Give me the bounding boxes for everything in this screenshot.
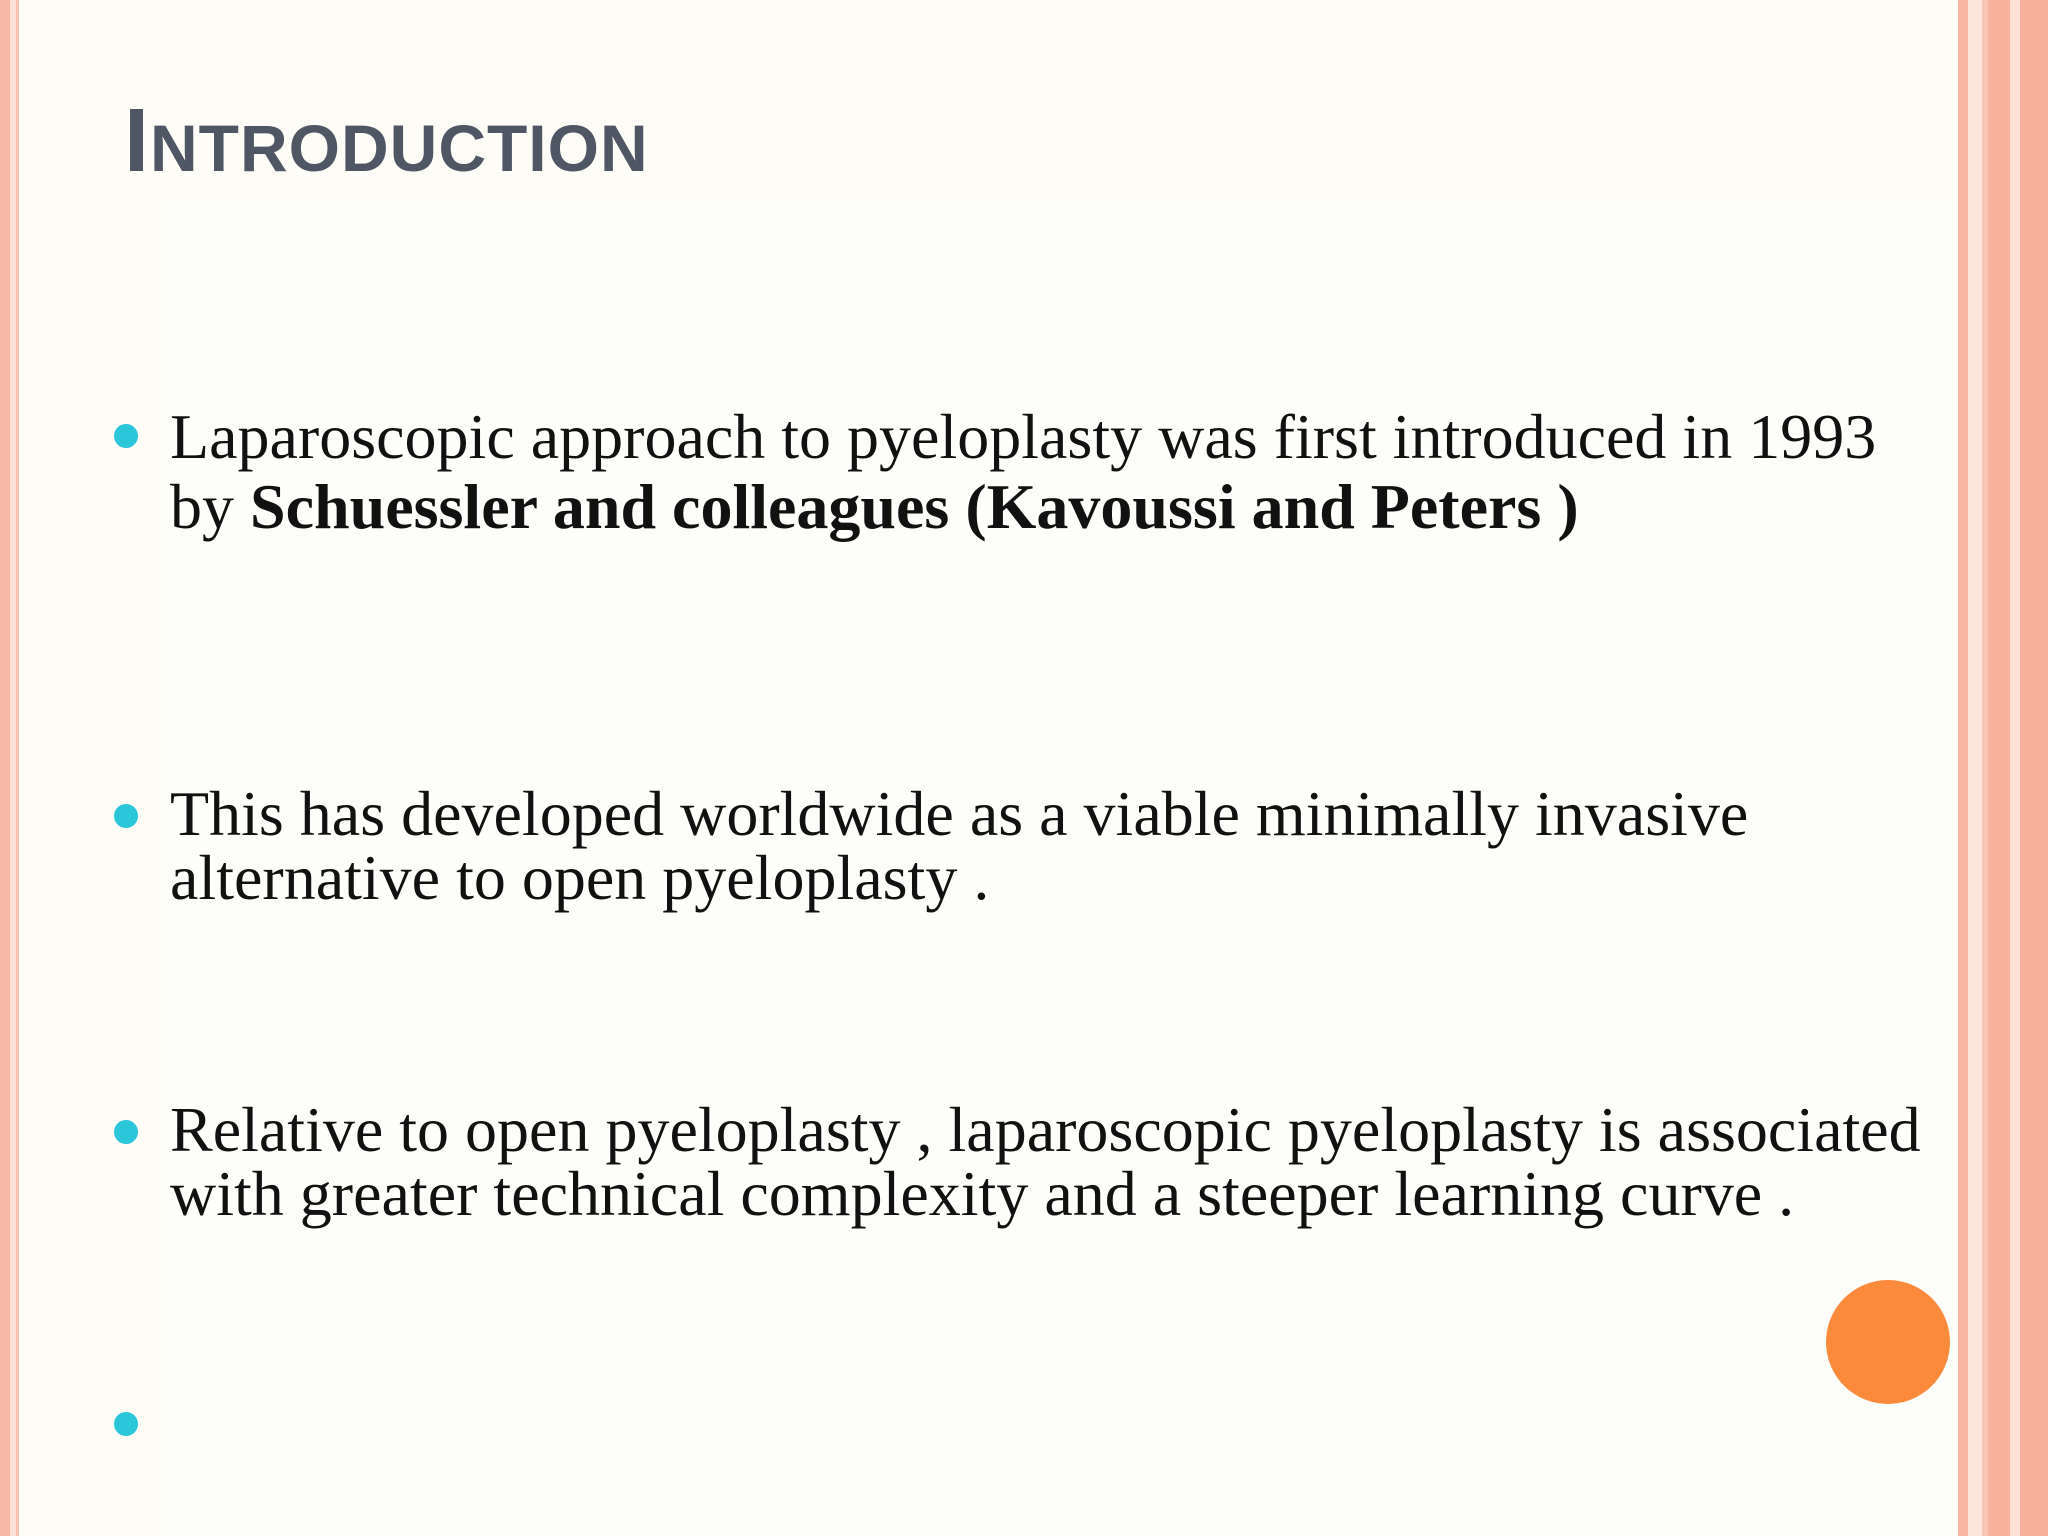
bullet-text-plain: Laparoscopic approach to pyeloplasty was first introduced in 1993 by <box>170 401 1877 542</box>
left-border-stripe-inner <box>16 0 19 1536</box>
right-border-band-light <box>1968 0 1982 1536</box>
bullet-text: Relative to open pyeloplasty , laparoscopic pyeloplasty is associated with greater technical complexity and a steeper learning curve . <box>170 1094 1921 1229</box>
orange-circle-decoration <box>1826 1280 1950 1404</box>
bullet-dot-icon <box>114 424 138 448</box>
right-border-band-pale <box>2010 0 2020 1536</box>
slide-title-initial: I <box>124 91 151 191</box>
bullet-dot-icon <box>114 1412 138 1436</box>
right-border-band-edge <box>2020 0 2048 1536</box>
bullet-dot-icon <box>114 1120 138 1144</box>
slide-title-rest: NTRODUCTION <box>150 111 649 185</box>
right-border-band <box>1958 0 1968 1536</box>
slide-title <box>124 91 649 191</box>
right-border-band-wide <box>1988 0 2010 1536</box>
left-border-stripe <box>0 0 10 1536</box>
bullet-text-bold: Schuessler and colleagues (Kavoussi and Peters ) <box>250 471 1579 542</box>
bullet-text <box>170 402 1930 542</box>
bullet-dot-icon <box>114 804 138 828</box>
bullet-text: This has developed worldwide as a viable minimally invasive alternative to open pyeloplasty . <box>170 778 1749 913</box>
